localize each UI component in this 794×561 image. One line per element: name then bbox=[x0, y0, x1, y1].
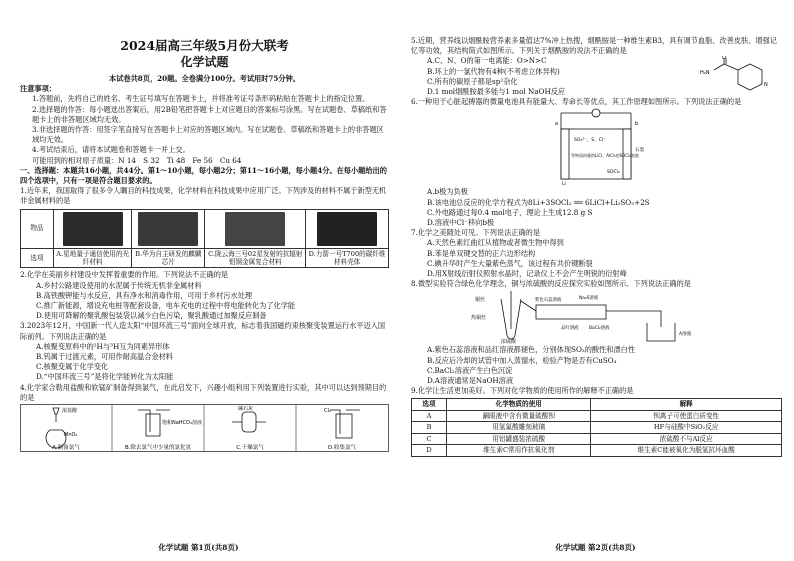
question-5: 5.近期，营养线以烟酰胺营养素多量值达7%冲上热搜，烟酰胺是一种维生素B3，具有调节血脂、改善皮肤、增强记忆等功效，其结构简式如图所示。下列关于烟酰胺的说法不正确的是 bbox=[411, 36, 777, 56]
q9-header-option: 选项 bbox=[412, 399, 447, 410]
question-2: 2.化学在美丽乡村建设中发挥着重要的作用。下列说法不正确的是 bbox=[20, 270, 229, 280]
q9-cell: B bbox=[412, 422, 447, 433]
q1-image-c bbox=[205, 209, 306, 248]
q8-option-a: A.紫色石蕊溶液和品红溶液都褪色，分别体现SO₂的酸性和漂白性 bbox=[427, 345, 636, 355]
q5-option-c: C.所有的碳原子都是sp²杂化 bbox=[427, 76, 518, 86]
q6-option-b: B.该电池总反应的化学方程式为8Li+3SOCl₂ ══ 6LiCl+Li₂SO₃+2S bbox=[427, 197, 650, 207]
q3-option-b: B.钨属于过渡元素，可用作耐高温合金材料 bbox=[36, 352, 173, 362]
q8-apparatus-figure bbox=[411, 289, 781, 345]
footer-right: 化学试题 第2页(共8页) bbox=[555, 543, 636, 552]
q8-label-bacl2: BaCl₂溶液 bbox=[589, 326, 610, 332]
page-right bbox=[397, 0, 794, 561]
q4-option-d: D.收集氯气 bbox=[328, 445, 356, 452]
notice-3: 3.非选择题的作答：用签字笔直接写在答题卡上对应的答题区域内。写在试题卷、草稿纸和答题卡上的非答题区域均无效。 bbox=[32, 125, 384, 145]
question-9: 9.化学让生活更加美好。下列对化学物质的使用所作的解释不正确的是 bbox=[411, 386, 634, 396]
q1-header-option: 选项 bbox=[21, 248, 54, 268]
q4-option-b: B.除去氯气中少量的氯化氢 bbox=[124, 445, 192, 452]
q5-option-a: A.C、N、O的第一电离能：O>N>C bbox=[427, 56, 547, 66]
q6-label-socl2: SOCl₂ bbox=[607, 170, 620, 176]
q7-option-d: D.用X射线衍射仪照射水晶时，记录仪上不会产生明锐的衍射峰 bbox=[427, 269, 627, 279]
q5-option-b: B.环上的一氯代物有4种(不考虑立体异构) bbox=[427, 66, 560, 76]
table-row bbox=[412, 433, 782, 444]
q8-label-conc: 浓硫酸 bbox=[501, 339, 517, 346]
q9-cell: 浓硫酸不与Al反应 bbox=[591, 433, 782, 444]
q9-cell: 维生素C常用作抗氧化剂 bbox=[447, 445, 591, 456]
q1-header-item: 物品 bbox=[21, 209, 54, 248]
q8-option-b: B.反应后冷却的试管中加入蒸馏水，检验产物是否有CuSO₄ bbox=[427, 355, 617, 365]
q1-option-b: B.华为自主研发的麒麟芯片 bbox=[132, 248, 205, 268]
q8-label-na2s: Na₂S溶液 bbox=[579, 296, 599, 302]
q8-label-cu: 铜丝 bbox=[475, 297, 486, 304]
q6-label-electrolyte: 等物质的量的LiCl、AlCl₃的SOCl₂溶液 bbox=[571, 153, 639, 159]
notice-2: 2.选择题的作答：每小题选出答案后，用2B铅笔把答题卡上对应题目的答案标号涂黑。写在试题卷、草稿纸和答题卡上的非答题区域均无效。 bbox=[32, 104, 387, 124]
q3-option-c: C.核聚变属于化学变化 bbox=[36, 362, 109, 372]
q9-header-explain: 解释 bbox=[591, 399, 782, 410]
q8-option-d: D.A溶液通常是NaOH溶液 bbox=[427, 376, 514, 386]
question-8: 8.微型实验符合绿色化学理念，铜与浓硫酸的反应探究实验如图所示。下列说法正确的是 bbox=[411, 279, 691, 289]
q9-cell: 用氢氟酸雕刻玻璃 bbox=[447, 422, 591, 433]
q5-o-label: O bbox=[722, 56, 726, 62]
q6-label-graphite: 石墨 bbox=[635, 148, 645, 154]
q1-option-d: D.力箭一号T700的碳纤维材料壳体 bbox=[306, 248, 389, 268]
q9-cell: 用铝罐盛装浓硫酸 bbox=[447, 433, 591, 444]
q3-option-a: A.核聚变原料中的²H与³H互为同素异形体 bbox=[36, 341, 170, 351]
q1-table bbox=[20, 209, 389, 269]
notice-4: 4.考试结束后，请将本试题卷和答题卡一并上交。 bbox=[32, 145, 190, 155]
q6-battery-figure bbox=[411, 107, 781, 187]
exam-info: 本试卷共8页，20题。全卷满分100分。考试用时75分钟。 bbox=[109, 74, 300, 83]
q6-option-c: C.外电路通过每0.4 mol电子，理论上生成12.8 g S bbox=[427, 207, 593, 217]
q1-image-b bbox=[132, 209, 205, 248]
question-3: 3.2023年12月，中国新一代人造太阳“中国环流三号”面向全球开放，标志着我国磁约束核聚变装置运行水平迈入国际前列。下列说法正确的是 bbox=[20, 321, 386, 341]
q6-label-b: b bbox=[635, 121, 639, 128]
q9-cell: D bbox=[412, 445, 447, 456]
q6-label-a: a bbox=[555, 121, 559, 128]
q6-label-li: Li bbox=[562, 182, 566, 188]
q4-label-nahco3: 饱和NaHCO₃溶液 bbox=[162, 420, 202, 427]
q6-label-ions: SO₄²⁻、S、Cl⁻ bbox=[574, 138, 606, 144]
q9-cell: 钡离子可使蛋白质变性 bbox=[591, 410, 782, 421]
question-4: 4.化学家合勒用盐酸和软锰矿制备得到氯气，在此启发下，兴趣小组利用下列装置进行实验，其中可以达到预期目的的是 bbox=[20, 382, 387, 402]
table-row bbox=[412, 445, 782, 456]
q9-cell: A bbox=[412, 410, 447, 421]
q2-option-c: C.推广新能源，增设充电桩等配套设备，电车充电的过程中将电能转化为了化学能 bbox=[36, 301, 296, 311]
q5-nh2-label: H₂N bbox=[700, 70, 710, 77]
q8-label-heat: 热铜丝 bbox=[471, 315, 487, 322]
q6-option-a: A.b极为负极 bbox=[427, 187, 468, 197]
q9-cell: C bbox=[412, 433, 447, 444]
notice-heading: 注意事项： bbox=[20, 84, 56, 94]
exam-title: 2024届高三年级5月份大联考 bbox=[120, 38, 289, 53]
notice-1: 1.答题前，先将自己的姓名、考生证号填写在答题卡上，并将准考证号条形码粘贴在答题卡上的指定位置。 bbox=[32, 94, 370, 104]
q2-option-b: B.高铁酸钾能与水反应，具有净水和消毒作用，可用于乡村污水处理 bbox=[36, 290, 253, 300]
q4-label-soda: 碱石灰 bbox=[238, 406, 254, 413]
q7-option-b: B.苯是单双键交替的正六边形结构 bbox=[427, 248, 536, 258]
q5-n-label: N bbox=[764, 82, 768, 89]
q1-option-a: A.星地量子通信使用的光纤材料 bbox=[54, 248, 132, 268]
q6-option-d: D.溶液中Cl⁻移向b极 bbox=[427, 218, 495, 228]
q4-option-c: C.干燥氯气 bbox=[236, 445, 264, 452]
q8-label-purple: 紫色石蕊溶液 bbox=[535, 298, 562, 304]
question-1: 1.近年来，我国取得了很多令人瞩目的科技成果，化学材料在科技成果中应用广泛。下列涉及的材料不属于新型无机非金属材料的是 bbox=[20, 186, 387, 206]
q8-option-c: C.BaCl₂溶液产生白色沉淀 bbox=[427, 365, 513, 375]
q9-cell: HF与硅酸中SiO₂反应 bbox=[591, 422, 782, 433]
q5-nicotinamide-structure bbox=[692, 56, 782, 96]
q8-label-red: 品红溶液 bbox=[561, 326, 579, 332]
q9-table bbox=[411, 398, 782, 456]
table-row bbox=[412, 410, 782, 421]
q4-label-conc: 浓盐酸 bbox=[62, 408, 78, 415]
q1-image-a bbox=[54, 209, 132, 248]
table-row bbox=[412, 422, 782, 433]
q1-option-c: C.陇云海三号02星发射的抗辐射钼铜金属复合材料 bbox=[205, 248, 306, 268]
q3-option-d: D.“中国环流三号”是将化学能转化为太阳能 bbox=[36, 372, 174, 382]
q5-option-d: D.1 mol烟酰胺最多能与1 mol NaOH反应 bbox=[427, 87, 566, 97]
q9-header-use: 化学物质的使用 bbox=[447, 399, 591, 410]
q8-label-a: A溶液 bbox=[679, 332, 692, 338]
q2-option-a: A.乡村公路建设使用的水泥属于传统无机非金属材料 bbox=[36, 280, 202, 290]
footer-left: 化学试题 第1页(共8页) bbox=[158, 543, 239, 552]
q9-cell: 涮眼液中含有微量硫酸钡 bbox=[447, 410, 591, 421]
q4-label-mno2: MnO₂ bbox=[64, 432, 78, 439]
q7-option-c: C.碘升华时产生大量紫色蒸气，该过程有共价键断裂 bbox=[427, 258, 593, 268]
question-6: 6.一种用于心脏起搏器的微量电池具有能量大、寿命长等优点，其工作原理如图所示。下列说法正确的是 bbox=[411, 97, 742, 107]
exam-subject: 化学试题 bbox=[180, 55, 229, 69]
q4-option-a: A.制备氯气 bbox=[52, 445, 80, 452]
q4-apparatus-figure bbox=[20, 404, 389, 452]
q1-image-d bbox=[306, 209, 389, 248]
atomic-masses: 可能用到的相对原子质量：N 14 S 32 Ti 48 Fe 56 Cu 64 bbox=[32, 155, 242, 165]
q9-cell: 维生素C能被氧化为脱氢抗坏血酸 bbox=[591, 445, 782, 456]
q2-option-d: D.使用可降解的聚乳酸包装袋以减少白色污染，聚乳酸通过加聚反应制备 bbox=[36, 311, 267, 321]
q4-label-cl2: Cl₂ bbox=[324, 408, 331, 415]
section-1-heading: 一、选择题：本题共16小题，共44分。第1～10小题，每小题2分；第11～16小题，每小题4分。在每小题给出的四个选项中，只有一项是符合题目要求的。 bbox=[20, 165, 387, 186]
q7-option-a: A.天然色素红曲红从植物或者微生物中得到 bbox=[427, 238, 564, 248]
question-7: 7.化学之美随处可见。下列说法正确的是 bbox=[411, 228, 541, 238]
